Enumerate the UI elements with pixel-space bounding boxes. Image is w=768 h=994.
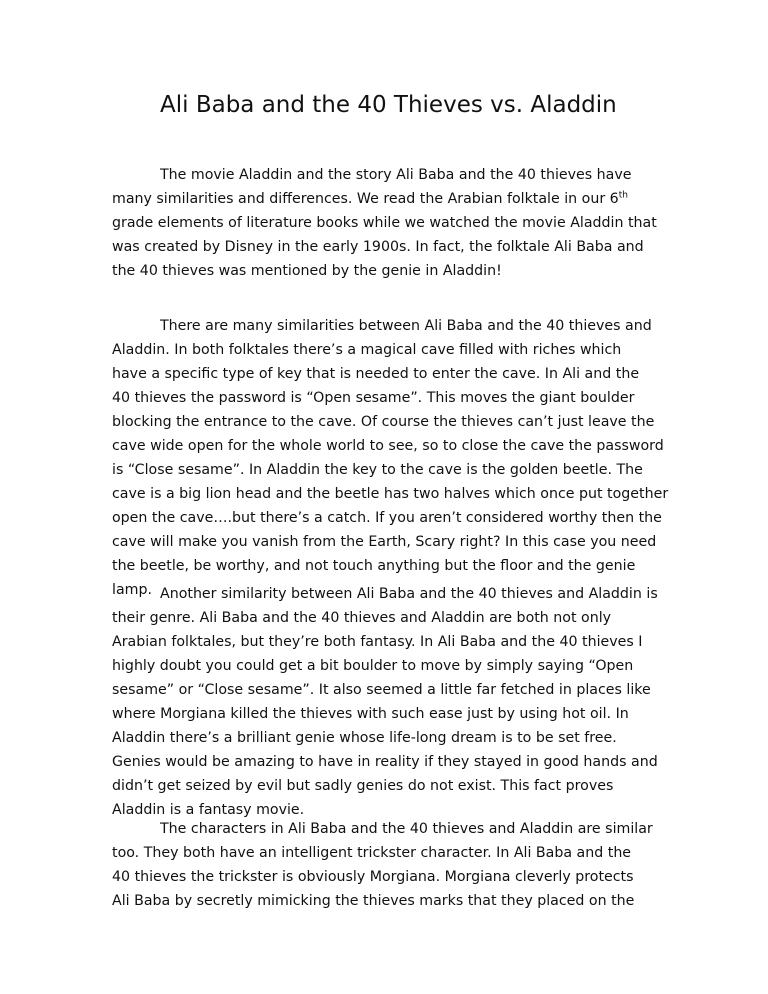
text-line: didn’t get seized by evil but sadly genies do not exist. This fact proves [112, 778, 614, 794]
paragraph-3 [112, 582, 672, 822]
text-line: There are many similarities between Ali Baba and the 40 thieves and [160, 318, 652, 334]
text-line: Aladdin. In both folktales there’s a magical cave filled with riches which [112, 342, 622, 358]
text-line: cave will make you vanish from the Earth, Scary right? In this case you need [112, 534, 657, 550]
ordinal-suffix: th [618, 190, 628, 201]
text-line: sesame” or “Close sesame”. It also seemed a little far fetched in places like [112, 682, 651, 698]
text-line: Another similarity between Ali Baba and the 40 thieves and Aladdin is [160, 586, 658, 602]
text-line: lamp. [112, 582, 152, 598]
text-line-content: many similarities and differences. We read the Arabian folktale in our 6 [112, 191, 619, 207]
text-line: cave wide open for the whole world to see, so to close the cave the password [112, 438, 664, 454]
text-line: grade elements of literature books while we watched the movie Aladdin that [112, 215, 657, 231]
text-line: where Morgiana killed the thieves with such ease just by using hot oil. In [112, 706, 629, 722]
document-title: Ali Baba and the 40 Thieves vs. Aladdin [160, 92, 617, 118]
paragraph-1 [112, 163, 672, 283]
text-line: 40 thieves the trickster is obviously Morgiana. Morgiana cleverly protects [112, 869, 634, 885]
text-line: highly doubt you could get a bit boulder to move by simply saying “Open [112, 658, 634, 674]
text-line: the 40 thieves was mentioned by the genie in Aladdin! [112, 263, 502, 279]
text-line: blocking the entrance to the cave. Of course the thieves can’t just leave the [112, 414, 655, 430]
text-line: have a specific type of key that is needed to enter the cave. In Ali and the [112, 366, 640, 382]
text-line: Aladdin is a fantasy movie. [112, 802, 305, 818]
text-line: was created by Disney in the early 1900s. In fact, the folktale Ali Baba and [112, 239, 644, 255]
text-line: open the cave….but there’s a catch. If you aren’t considered worthy then the [112, 510, 662, 526]
text-line: The movie Aladdin and the story Ali Baba and the 40 thieves have [160, 167, 632, 183]
text-line [112, 187, 672, 211]
text-line: is “Close sesame”. In Aladdin the key to the cave is the golden beetle. The [112, 462, 643, 478]
text-line: the beetle, be worthy, and not touch anything but the floor and the genie [112, 558, 636, 574]
text-line: their genre. Ali Baba and the 40 thieves and Aladdin are both not only [112, 610, 612, 626]
text-line: cave is a big lion head and the beetle has two halves which once put together [112, 486, 669, 502]
text-line: too. They both have an intelligent trickster character. In Ali Baba and the [112, 845, 632, 861]
text-line: The characters in Ali Baba and the 40 thieves and Aladdin are similar [160, 821, 653, 837]
text-line: 40 thieves the password is “Open sesame”. This moves the giant boulder [112, 390, 635, 406]
paragraph-4 [112, 817, 672, 913]
text-line: Arabian folktales, but they’re both fantasy. In Ali Baba and the 40 thieves I [112, 634, 643, 650]
text-line: Ali Baba by secretly mimicking the thieves marks that they placed on the [112, 893, 635, 909]
text-line: Aladdin there’s a brilliant genie whose life-long dream is to be set free. [112, 730, 617, 746]
text-line: Genies would be amazing to have in reality if they stayed in good hands and [112, 754, 658, 770]
paragraph-2 [112, 314, 672, 602]
